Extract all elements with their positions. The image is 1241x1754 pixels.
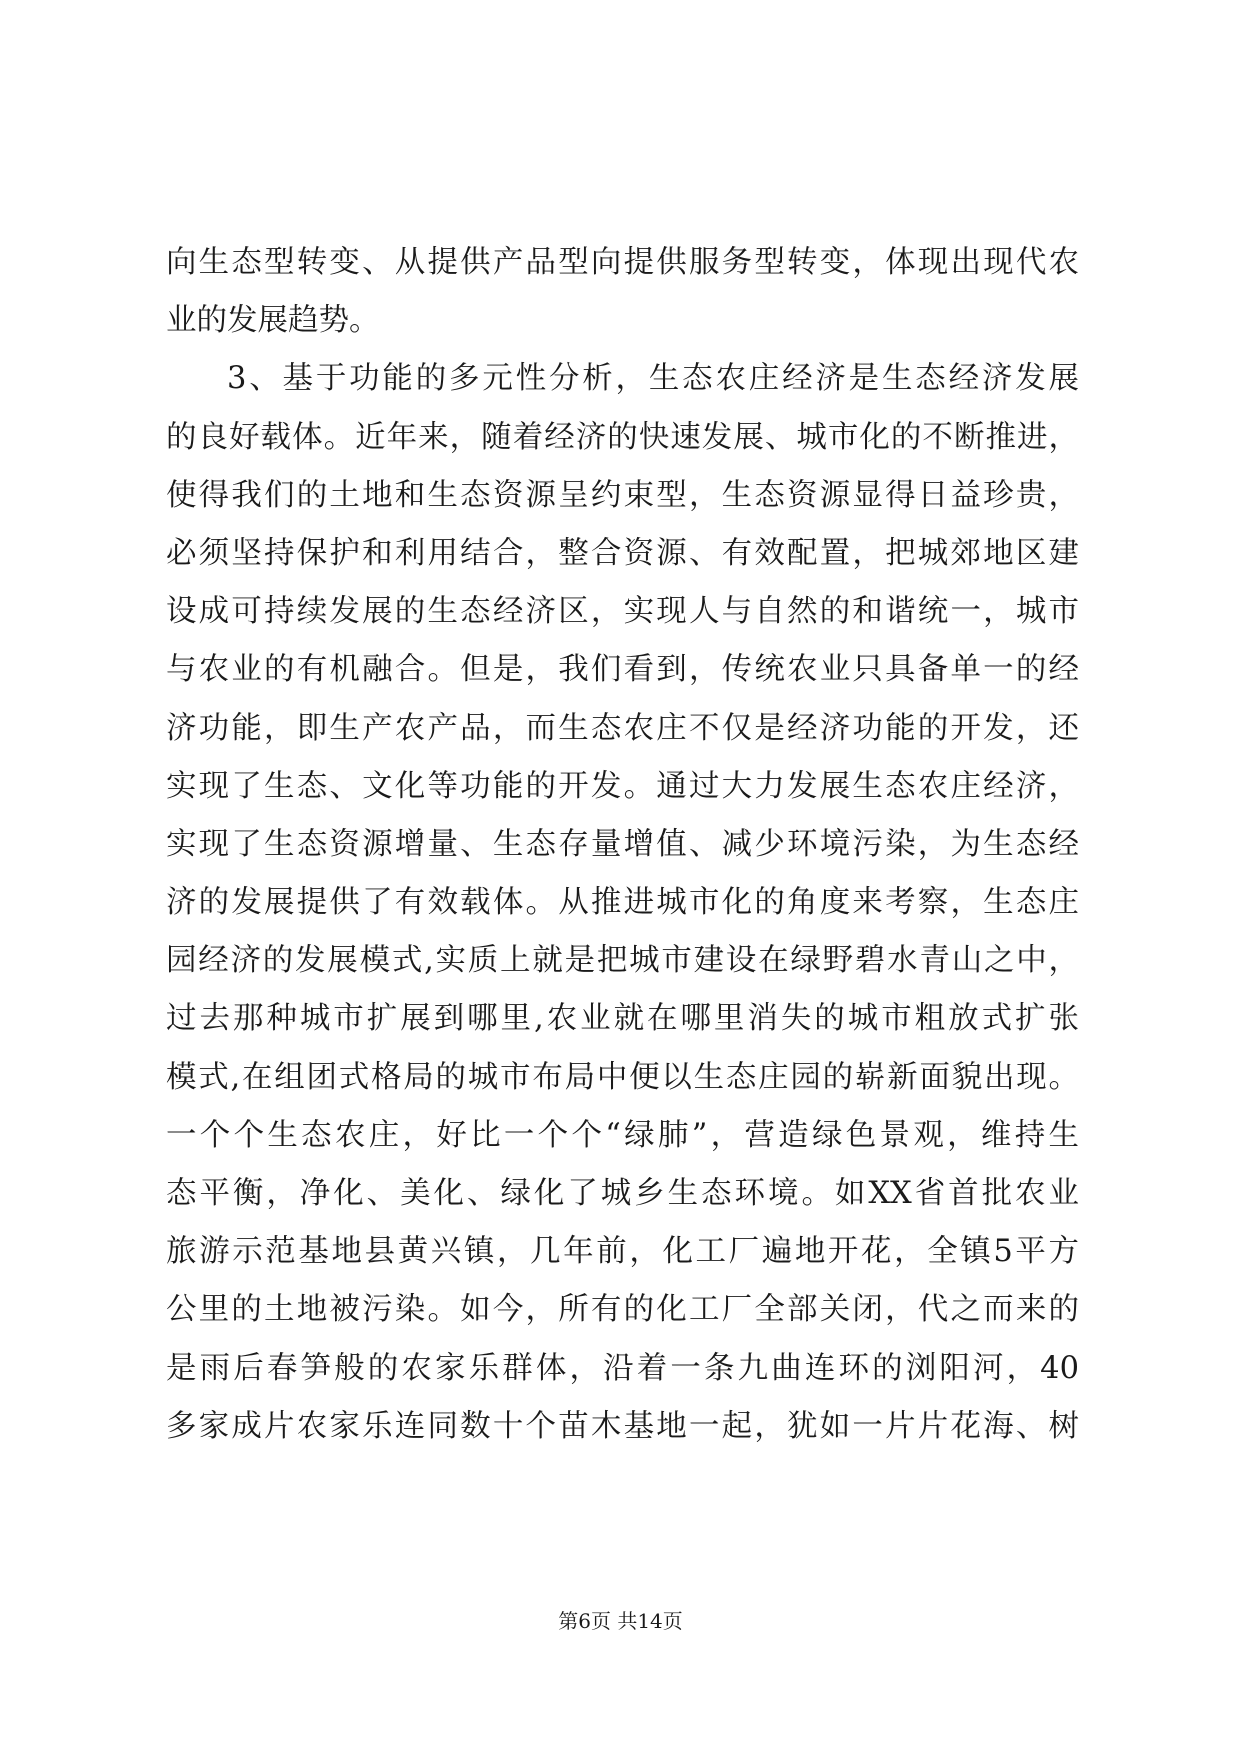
text-line: 一个个生态农庄，好比一个个“绿肺”，营造绿色景观，维持生 bbox=[166, 1117, 1079, 1153]
text-line: 使得我们的土地和生态资源呈约束型，生态资源显得日益珍贵， bbox=[166, 477, 1079, 513]
text-line: 是雨后春笋般的农家乐群体，沿着一条九曲连环的浏阳河，40 bbox=[166, 1350, 1079, 1386]
text-line: 必须坚持保护和利用结合，整合资源、有效配置，把城郊地区建 bbox=[166, 535, 1079, 571]
text-line: 向生态型转变、从提供产品型向提供服务型转变，体现出现代农 bbox=[166, 245, 1079, 280]
text-line: 济的发展提供了有效载体。从推进城市化的角度来考察，生态庄 bbox=[166, 885, 1079, 921]
text-line: 设成可持续发展的生态经济区，实现人与自然的和谐统一，城市 bbox=[166, 594, 1079, 630]
text-line: 实现了生态、文化等功能的开发。通过大力发展生态农庄经济， bbox=[166, 768, 1079, 804]
page-number-footer: 第6页 共14页 bbox=[558, 1609, 683, 1633]
text-line: 模式,在组团式格局的城市布局中便以生态庄园的崭新面貌出现。 bbox=[166, 1059, 1079, 1095]
text-line: 济功能，即生产农产品，而生态农庄不仅是经济功能的开发，还 bbox=[166, 710, 1079, 746]
text-line: 态平衡，净化、美化、绿化了城乡生态环境。如XX省首批农业 bbox=[166, 1176, 1079, 1211]
text-line: 业的发展趋势。 bbox=[166, 303, 380, 339]
text-line: 旅游示范基地县黄兴镇，几年前，化工厂遍地开花，全镇5平方 bbox=[166, 1234, 1079, 1270]
text-line: 3、基于功能的多元性分析，生态农庄经济是生态经济发展 bbox=[227, 361, 1079, 397]
text-line: 多家成片农家乐连同数十个苗木基地一起，犹如一片片花海、树 bbox=[166, 1408, 1079, 1444]
text-line: 实现了生态资源增量、生态存量增值、减少环境污染，为生态经 bbox=[166, 826, 1079, 862]
body-text bbox=[166, 234, 1079, 1456]
text-line: 公里的土地被污染。如今，所有的化工厂全部关闭，代之而来的 bbox=[166, 1292, 1079, 1328]
text-line: 园经济的发展模式,实质上就是把城市建设在绿野碧水青山之中， bbox=[166, 943, 1079, 979]
text-line: 的良好载体。近年来，随着经济的快速发展、城市化的不断推进， bbox=[166, 419, 1079, 455]
text-line: 与农业的有机融合。但是，我们看到，传统农业只具备单一的经 bbox=[166, 652, 1079, 688]
text-line: 过去那种城市扩展到哪里,农业就在哪里消失的城市粗放式扩张 bbox=[166, 1001, 1079, 1037]
